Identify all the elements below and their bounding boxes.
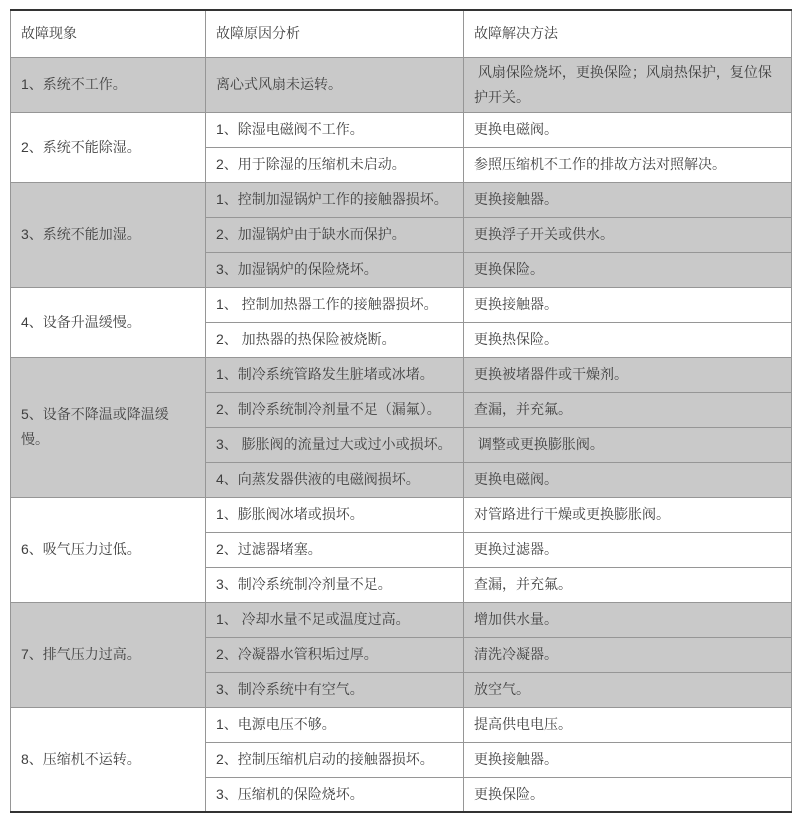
phenomenon-cell: 2、系统不能除湿。	[11, 112, 206, 182]
cause-cell: 1、制冷系统管路发生脏堵或冰堵。	[206, 357, 464, 392]
cause-cell: 2、加湿锅炉由于缺水而保护。	[206, 217, 464, 252]
cause-cell: 3、制冷系统制冷剂量不足。	[206, 567, 464, 602]
cause-cell: 3、加湿锅炉的保险烧坏。	[206, 252, 464, 287]
solution-cell: 更换热保险。	[464, 322, 792, 357]
solution-cell: 更换接触器。	[464, 182, 792, 217]
solution-cell: 放空气。	[464, 672, 792, 707]
solution-cell: 增加供水量。	[464, 602, 792, 637]
solution-cell: 更换电磁阀。	[464, 112, 792, 147]
table-row	[11, 707, 792, 742]
cause-cell: 1、 控制加热器工作的接触器损坏。	[206, 287, 464, 322]
column-header-cause: 故障原因分析	[206, 10, 464, 57]
fault-troubleshooting-table	[10, 9, 792, 813]
cause-cell: 4、向蒸发器供液的电磁阀损坏。	[206, 462, 464, 497]
solution-cell: 更换接触器。	[464, 742, 792, 777]
cause-cell: 3、 膨胀阀的流量过大或过小或损坏。	[206, 427, 464, 462]
cause-cell: 1、 冷却水量不足或温度过高。	[206, 602, 464, 637]
cause-cell: 2、用于除湿的压缩机未启动。	[206, 147, 464, 182]
cause-cell: 1、膨胀阀冰堵或损坏。	[206, 497, 464, 532]
phenomenon-cell: 1、系统不工作。	[11, 57, 206, 112]
phenomenon-cell: 8、压缩机不运转。	[11, 707, 206, 812]
cause-cell: 2、制冷系统制冷剂量不足（漏氟）。	[206, 392, 464, 427]
cause-cell: 3、制冷系统中有空气。	[206, 672, 464, 707]
cause-cell: 2、 加热器的热保险被烧断。	[206, 322, 464, 357]
solution-cell: 查漏，并充氟。	[464, 392, 792, 427]
solution-cell: 更换接触器。	[464, 287, 792, 322]
table-row	[11, 112, 792, 147]
cause-cell: 1、电源电压不够。	[206, 707, 464, 742]
table-row	[11, 182, 792, 217]
table-row	[11, 357, 792, 392]
cause-cell: 1、控制加湿锅炉工作的接触器损坏。	[206, 182, 464, 217]
solution-cell: 更换电磁阀。	[464, 462, 792, 497]
table-row	[11, 287, 792, 322]
table-row	[11, 57, 792, 112]
phenomenon-cell: 5、设备不降温或降温缓慢。	[11, 357, 206, 497]
phenomenon-cell: 4、设备升温缓慢。	[11, 287, 206, 357]
cause-cell: 3、压缩机的保险烧坏。	[206, 777, 464, 812]
solution-cell: 查漏，并充氟。	[464, 567, 792, 602]
table-row	[11, 497, 792, 532]
solution-cell: 更换浮子开关或供水。	[464, 217, 792, 252]
solution-cell: 更换保险。	[464, 252, 792, 287]
solution-cell: 风扇保险烧坏，更换保险；风扇热保护，复位保护开关。	[464, 57, 792, 112]
column-header-phenomenon: 故障现象	[11, 10, 206, 57]
phenomenon-cell: 3、系统不能加湿。	[11, 182, 206, 287]
solution-cell: 调整或更换膨胀阀。	[464, 427, 792, 462]
solution-cell: 参照压缩机不工作的排故方法对照解决。	[464, 147, 792, 182]
cause-cell: 2、冷凝器水管积垢过厚。	[206, 637, 464, 672]
cause-cell: 离心式风扇未运转。	[206, 57, 464, 112]
solution-cell: 提高供电电压。	[464, 707, 792, 742]
solution-cell: 更换过滤器。	[464, 532, 792, 567]
cause-cell: 2、控制压缩机启动的接触器损坏。	[206, 742, 464, 777]
table-header-row	[11, 10, 792, 57]
solution-cell: 更换被堵器件或干燥剂。	[464, 357, 792, 392]
cause-cell: 1、除湿电磁阀不工作。	[206, 112, 464, 147]
phenomenon-cell: 6、吸气压力过低。	[11, 497, 206, 602]
solution-cell: 对管路进行干燥或更换膨胀阀。	[464, 497, 792, 532]
table-body	[11, 57, 792, 812]
column-header-solution: 故障解决方法	[464, 10, 792, 57]
cause-cell: 2、过滤器堵塞。	[206, 532, 464, 567]
solution-cell: 更换保险。	[464, 777, 792, 812]
phenomenon-cell: 7、排气压力过高。	[11, 602, 206, 707]
table-row	[11, 602, 792, 637]
solution-cell: 清洗冷凝器。	[464, 637, 792, 672]
